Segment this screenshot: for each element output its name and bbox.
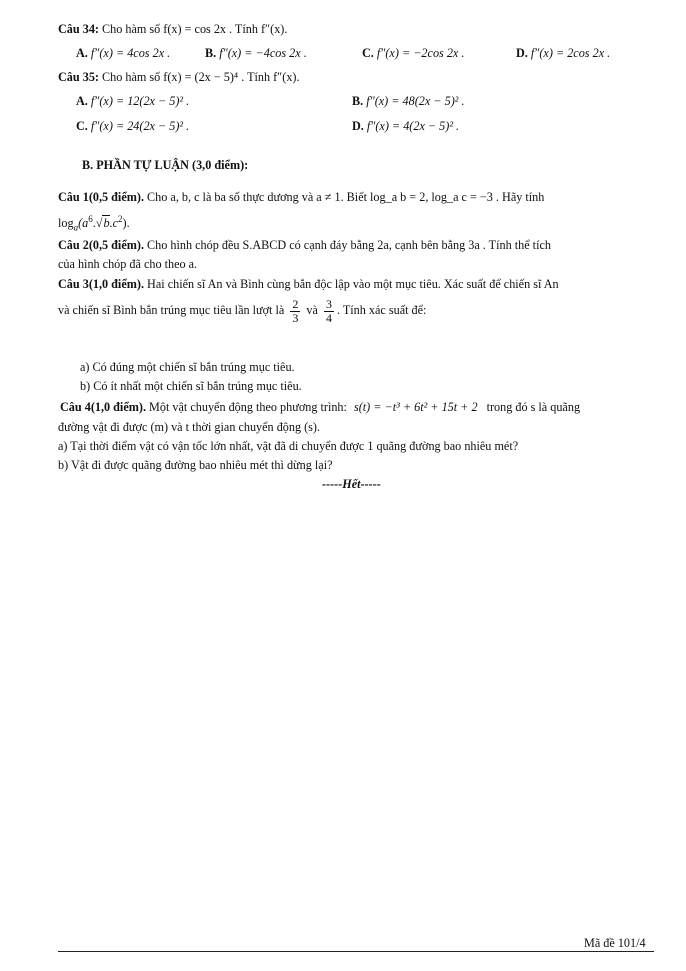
essay-question-1 bbox=[58, 190, 544, 205]
question-34-option-a bbox=[76, 46, 170, 61]
denominator: 4 bbox=[325, 310, 332, 325]
end-mark: -----Hết----- bbox=[322, 477, 381, 491]
essay-question-3-text: Hai chiến sĩ An và Bình cùng bắn độc lập vào một mục tiêu. Xác suất để chiến sĩ An bbox=[147, 277, 559, 291]
question-35-option-c bbox=[76, 119, 189, 134]
expr-part: (a bbox=[78, 216, 89, 231]
exponent-6: 6 bbox=[88, 214, 93, 224]
question-35-stem bbox=[58, 70, 300, 85]
essay-question-3-part-b: b) Có ít nhất một chiến sĩ bắn trúng mục tiêu. bbox=[80, 379, 302, 393]
option-label: A. bbox=[76, 94, 88, 108]
essay-question-2 bbox=[58, 238, 551, 253]
essay-question-4-text: trong đó s là quãng bbox=[486, 400, 581, 414]
question-35-number: Câu 35: bbox=[58, 70, 99, 84]
log-word: log bbox=[58, 216, 74, 231]
option-label: A. bbox=[76, 46, 88, 60]
sqrt-symbol: √ bbox=[95, 216, 103, 231]
essay-question-4-text-cont: đường vật đi được (m) và t thời gian chuyển động (s). bbox=[58, 420, 321, 434]
text: và bbox=[306, 302, 318, 317]
essay-question-4-part-b: b) Vật đi được quãng đường bao nhiêu mét thì dừng lại? bbox=[58, 458, 333, 472]
essay-question-4-number: Câu 4(1,0 điểm). bbox=[60, 400, 146, 414]
page-footer-code: Mã đề 101/4 bbox=[584, 936, 646, 950]
option-label: C. bbox=[76, 119, 88, 133]
essay-question-2-text: Cho hình chóp đều S.ABCD có cạnh đáy bằng 2a, cạnh bên bằng 3a . Tính thể tích bbox=[147, 238, 551, 252]
text: và chiến sĩ Bình bắn trúng mục tiêu lần lượt là bbox=[58, 302, 285, 317]
question-34-stem bbox=[58, 22, 287, 37]
question-34-number: Câu 34: bbox=[58, 22, 99, 36]
sqrt-arg: b bbox=[103, 216, 110, 231]
option-text: f″(x) = 4(2x − 5)² . bbox=[366, 119, 460, 133]
essay-question-4 bbox=[60, 400, 580, 415]
question-34-option-c bbox=[362, 46, 464, 61]
option-text: f″(x) = 12(2x − 5)² . bbox=[90, 94, 190, 108]
option-text: f″(x) = 24(2x − 5)² . bbox=[90, 119, 190, 133]
essay-question-3-part-a: a) Có đúng một chiến sĩ bắn trúng mục tiêu. bbox=[80, 360, 295, 374]
essay-question-4-text: Một vật chuyển động theo phương trình: bbox=[149, 400, 347, 414]
option-label: B. bbox=[205, 46, 217, 60]
denominator: 3 bbox=[292, 310, 299, 325]
option-text: f″(x) = 2cos 2x . bbox=[530, 46, 611, 60]
essay-question-4-part-a: a) Tại thời điểm vật có vận tốc lớn nhất, vật đã di chuyển được 1 quãng đường bao nhiêu mét? bbox=[58, 439, 519, 453]
option-label: B. bbox=[352, 94, 364, 108]
question-35-option-b bbox=[352, 94, 465, 109]
numerator: 3 bbox=[325, 297, 332, 311]
essay-question-2-number: Câu 2(0,5 điểm). bbox=[58, 238, 144, 252]
question-35-option-d bbox=[352, 119, 459, 134]
fraction-two-thirds bbox=[290, 298, 300, 324]
expr-tail: ). bbox=[122, 216, 130, 231]
essay-question-1-number: Câu 1(0,5 điểm). bbox=[58, 190, 144, 204]
question-35-text: Cho hàm số f(x) = (2x − 5)⁴ . Tính f″(x). bbox=[102, 70, 300, 84]
option-text: f″(x) = 4cos 2x . bbox=[90, 46, 171, 60]
expr-part: .c bbox=[109, 216, 119, 231]
option-text: f″(x) = 48(2x − 5)² . bbox=[366, 94, 465, 108]
expr-dot: . bbox=[92, 216, 96, 231]
exponent-2: 2 bbox=[118, 214, 123, 224]
option-label: D. bbox=[352, 119, 364, 133]
essay-question-2-text-cont: của hình chóp đã cho theo a. bbox=[58, 257, 198, 271]
question-34-text: Cho hàm số f(x) = cos 2x . Tính f″(x). bbox=[102, 22, 288, 36]
log-base: a bbox=[73, 222, 79, 233]
essay-question-1-text: Cho a, b, c là ba số thực dương và a ≠ 1. Biết log_a b = 2, log_a c = −3 . Hãy tính bbox=[147, 190, 545, 204]
question-34-option-d bbox=[516, 46, 610, 61]
option-text: f″(x) = −2cos 2x . bbox=[376, 46, 465, 60]
fraction-three-quarters bbox=[324, 298, 334, 324]
option-label: D. bbox=[516, 46, 528, 60]
option-label: C. bbox=[362, 46, 374, 60]
essay-question-3-number: Câu 3(1,0 điểm). bbox=[58, 277, 144, 291]
footer-divider bbox=[58, 951, 654, 952]
essay-question-1-expression bbox=[58, 214, 130, 234]
option-text: f″(x) = −4cos 2x . bbox=[219, 46, 307, 60]
numerator: 2 bbox=[292, 297, 299, 311]
essay-question-3-text-cont bbox=[58, 298, 426, 324]
motion-equation: s(t) = −t³ + 6t² + 15t + 2 bbox=[353, 400, 478, 414]
question-35-option-a bbox=[76, 94, 189, 109]
text: . Tính xác suất để: bbox=[336, 302, 427, 317]
essay-question-3 bbox=[58, 277, 559, 292]
section-heading: B. PHẦN TỰ LUẬN (3,0 điểm): bbox=[82, 158, 249, 172]
question-34-option-b bbox=[205, 46, 307, 61]
